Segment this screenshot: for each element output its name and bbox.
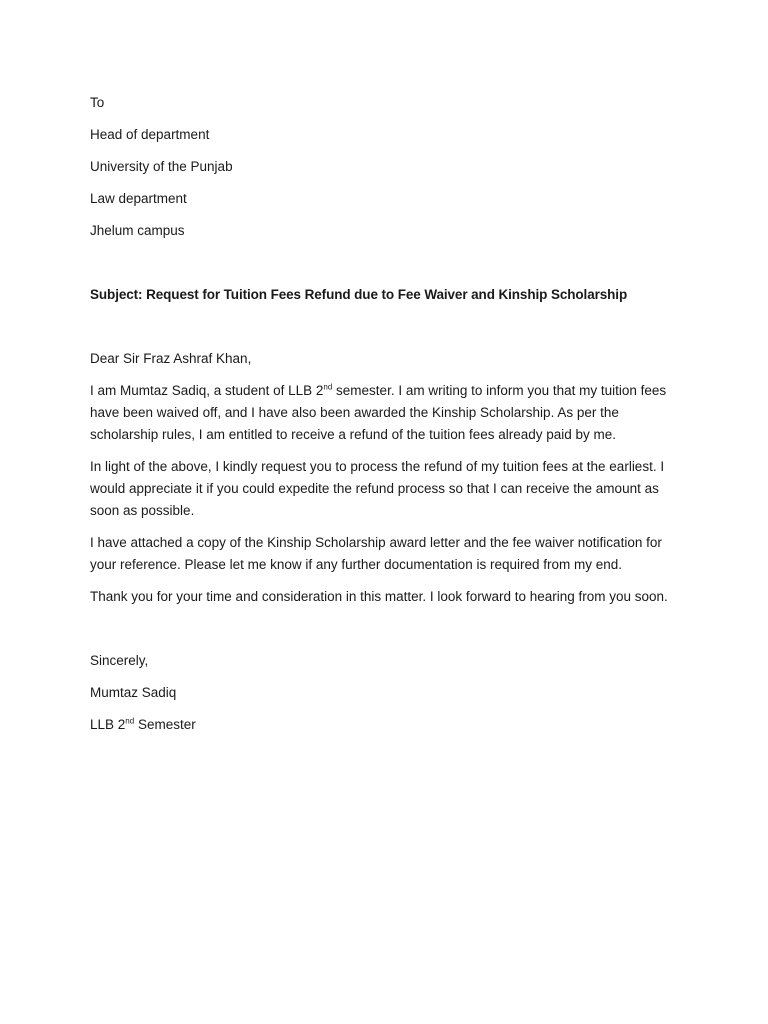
p1-text-end: semester. I am writing to inform you that my tuition fees have been waived off, and I have also been awarded the Kinship Scholarship. As per the scholarship rules, I am entitled to receive a refund of the tuition fees already paid by me. [90,383,667,442]
body-paragraph-2: In light of the above, I kindly request you to process the refund of my tuition fees at the earliest. I would appreciate it if you could expedite the refund process so that I can receive the amount as soon as possible. [90,459,665,518]
recipient-title: Head of department [90,127,210,142]
p1-text-start: I am Mumtaz Sadiq, a student of LLB 2 [90,383,324,398]
salutation: Dear Sir Fraz Ashraf Khan, [90,351,252,366]
p1-superscript: nd [323,382,333,392]
recipient-block [90,92,690,242]
sender-program [90,714,690,736]
recipient-campus: Jhelum campus [90,223,185,238]
body-paragraph-4: Thank you for your time and consideration in this matter. I look forward to hearing from you soon. [90,589,668,604]
closing-block [90,650,690,736]
subject-line: Subject: Request for Tuition Fees Refund due to Fee Waiver and Kinship Scholarship [90,287,628,302]
program-text-end: Semester [134,717,196,732]
body-paragraph-3: I have attached a copy of the Kinship Scholarship award letter and the fee waiver notification for your reference. Please let me know if any further documentation is required from my end. [90,535,662,572]
recipient-department: Law department [90,191,187,206]
body-paragraph-1 [90,380,690,446]
program-superscript: nd [125,716,135,726]
recipient-to: To [90,95,105,110]
sender-name: Mumtaz Sadiq [90,685,177,700]
recipient-university: University of the Punjab [90,159,233,174]
letter-page [90,92,690,736]
sign-off: Sincerely, [90,653,149,668]
program-text-start: LLB 2 [90,717,126,732]
